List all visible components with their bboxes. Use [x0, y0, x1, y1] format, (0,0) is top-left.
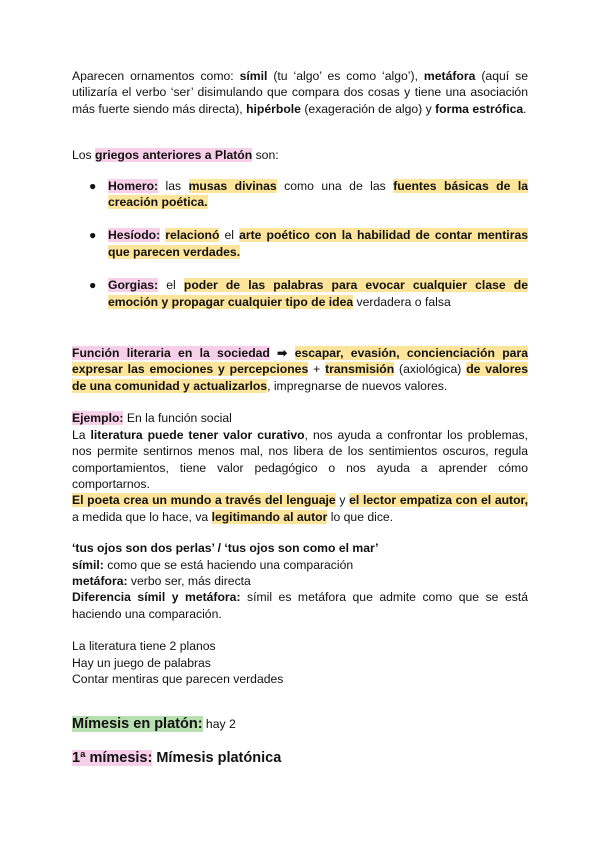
mimesis-heading — [72, 714, 528, 734]
griegos-heading — [72, 147, 528, 163]
funcion-text: , impregnarse de nuevos valores. — [267, 378, 448, 393]
diferencia-label: Diferencia símil y metáfora: — [72, 590, 241, 605]
item-highlight: musas divinas — [188, 178, 277, 193]
poeta-highlight: El poeta crea un mundo a través del lenguaje — [72, 493, 336, 508]
intro-text: (aquí se utilizaría el verbo ‘ser’ disimulando que compara dos cosas y tiene una asociación más fuerte siendo más directa), — [72, 69, 528, 116]
bullet-icon: ● — [89, 178, 97, 193]
simil-text: como que se está haciendo una comparación — [103, 557, 354, 572]
list-item-gorgias — [72, 277, 528, 310]
griegos-list — [72, 178, 528, 310]
item-text: verdadera o falsa — [353, 294, 451, 309]
mimesis-text: hay 2 — [202, 717, 236, 732]
term-forma-estrofica: forma estrófica — [435, 101, 524, 116]
poeta-highlight: el lector empatiza con el autor, — [349, 493, 529, 508]
ojos-title — [72, 540, 528, 556]
name-gorgias: Gorgias: — [108, 278, 159, 293]
poeta-text: a medida que lo hace, va — [72, 509, 212, 524]
funcion-label: Función literaria en la sociedad — [72, 346, 270, 361]
funcion-highlight: transmisión — [325, 362, 395, 377]
item-text: el — [219, 228, 240, 243]
primera-mimesis-heading — [72, 748, 528, 768]
bullet-icon: ● — [89, 278, 97, 293]
poeta-text: lo que dice. — [327, 509, 394, 524]
ejemplo-label: Ejemplo: — [72, 411, 124, 426]
intro-text: . — [523, 101, 527, 116]
ejemplo-text: , nos ayuda a confrontar los problemas, nos permite sentirnos menos mal, nos libera de los sentimientos oscuros, regula comportamientos, tiene valor pedagógico o nos ayuda a aprender cómo comportarnos. — [72, 427, 528, 491]
ejemplo-text: La — [72, 427, 91, 442]
ojos-title-text: ‘tus ojos son dos perlas’ / ‘tus ojos son como el mar’ — [72, 541, 379, 556]
griegos-highlight: griegos anteriores a Platón — [95, 148, 253, 163]
planos-line: La literatura tiene 2 planos — [72, 639, 216, 654]
metafora-line — [72, 573, 528, 589]
item-text: las — [158, 178, 189, 193]
primera-label: 1ª mímesis: — [72, 750, 153, 767]
funcion-highlight: de valores de una comunidad y actualizarlos — [72, 362, 528, 393]
griegos-text: son: — [252, 148, 279, 163]
list-item-homero — [72, 178, 528, 211]
list-item-hesiodo — [72, 227, 528, 260]
simil-line — [72, 557, 528, 573]
term-hiperbole: hipérbole — [246, 101, 301, 116]
funcion-text: + — [308, 362, 326, 377]
item-text: el — [158, 278, 184, 293]
ejemplo-heading — [72, 410, 528, 426]
intro-paragraph — [72, 68, 528, 117]
ejemplo-bold: literatura puede tener valor curativo — [90, 427, 305, 442]
planos-line: Contar mentiras que parecen verdades — [72, 671, 284, 686]
ejemplo-text: En la función social — [123, 411, 232, 426]
griegos-text: Los — [72, 148, 96, 163]
arrow-right-icon: ➡ — [269, 346, 295, 361]
primera-text: Mímesis platónica — [152, 750, 282, 767]
term-metafora: metáfora — [423, 69, 476, 83]
planos-line: Hay un juego de palabras — [72, 655, 211, 670]
bullet-icon: ● — [89, 228, 97, 243]
intro-text: Aparecen ornamentos como: — [72, 69, 240, 83]
diferencia-text: símil es metáfora que admite como que se está haciendo una comparación. — [72, 590, 528, 621]
funcion-paragraph — [72, 345, 528, 394]
mimesis-label: Mímesis en platón: — [72, 716, 203, 733]
item-text: como una de las — [276, 178, 394, 193]
poeta-text: y — [335, 493, 350, 508]
intro-text: (exageración de algo) y — [300, 101, 436, 116]
metafora-label: metáfora: — [72, 573, 128, 588]
name-hesiodo: Hesíodo: — [108, 228, 161, 243]
item-highlight: fuentes básicas de la creación poética. — [108, 178, 529, 210]
item-highlight: relacionó — [165, 228, 220, 243]
intro-text: (tu ‘algo’ es como ‘algo’), — [267, 69, 424, 83]
metafora-text: verbo ser, más directa — [127, 573, 251, 588]
term-simil: símil — [239, 69, 268, 83]
simil-label: símil: — [72, 557, 104, 572]
funcion-highlight: escapar, evasión, concienciación para expresar las emociones y percepciones — [72, 346, 528, 377]
item-highlight: poder de las palabras para evocar cualquier clase de emoción y propagar cualquier tipo de idea — [108, 278, 528, 309]
document-page — [72, 68, 528, 768]
poeta-paragraph — [72, 492, 528, 525]
funcion-text: (axiológica) — [394, 362, 467, 377]
name-homero: Homero: — [108, 178, 159, 193]
item-highlight: arte poético con la habilidad de contar mentiras que parecen verdades. — [108, 228, 528, 259]
ejemplo-paragraph — [72, 427, 528, 493]
diferencia-line — [72, 589, 528, 622]
poeta-highlight: legitimando al autor — [211, 509, 328, 524]
